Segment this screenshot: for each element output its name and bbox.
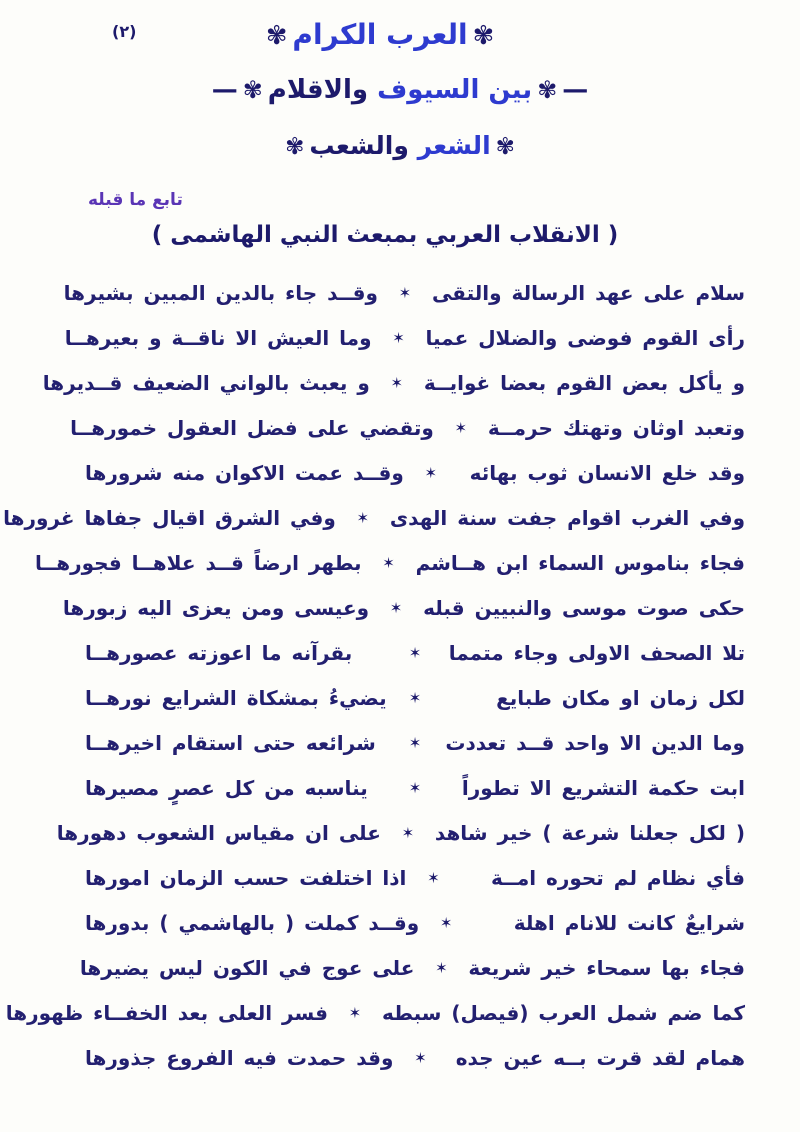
verse-left-hemistich: على عوج في الكون ليس يضيرها [79, 955, 415, 980]
verse-row [64, 315, 745, 360]
section-title-line [0, 75, 800, 105]
continuation-note-row [0, 190, 800, 210]
florette-icon: ✾ [242, 76, 263, 104]
section-title-part1: بين السيوف [377, 75, 533, 105]
verse-row [85, 765, 745, 810]
verse-separator-star-icon: ✶ [382, 553, 395, 572]
verse-left-hemistich: يناسبه من كل عصرٍ مصيرها [85, 775, 368, 800]
verse-row [35, 540, 745, 585]
verse-left-hemistich: شرائعه حتى استقام اخيرهــا [85, 730, 376, 755]
florette-icon: ✾ [537, 76, 558, 104]
verse-separator-star-icon: ✶ [392, 328, 405, 347]
verse-left-hemistich: وما العيش الا ناقــة و بعيرهــا [64, 325, 372, 350]
verse-right-hemistich: سلام على عهد الرسالة والتقى [431, 280, 745, 305]
verse-right-hemistich: شرايعٌ كانت للانام اهلة [513, 910, 745, 935]
verse-left-hemistich: فسر العلى بعد الخفــاء ظهورها [5, 1000, 328, 1025]
verse-row [85, 900, 745, 945]
page-number: (٢) [112, 22, 137, 41]
verse-separator-star-icon: ✶ [424, 463, 438, 482]
verse-row [70, 405, 745, 450]
dash-ornament: — [211, 75, 238, 105]
verse-row [5, 990, 745, 1035]
verse-right-hemistich: وفي الغرب اقوام جفت سنة الهدى [389, 505, 745, 530]
verse-left-hemistich: بقرآنه ما اعوزته عصورهــا [85, 640, 353, 665]
verse-right-hemistich: رأى القوم فوضى والضلال عميا [425, 325, 745, 350]
verse-right-hemistich: همام لقد قرت بــه عين جده [455, 1045, 745, 1070]
verse-right-hemistich: تلا الصحف الاولى وجاء متمما [448, 640, 745, 665]
verse-left-hemistich: وقــد عمت الاكوان منه شرورها [85, 460, 404, 485]
verse-separator-star-icon: ✶ [390, 373, 404, 392]
poem-body [0, 248, 800, 1080]
verse-separator-star-icon: ✶ [408, 688, 422, 707]
theme-title-part1: الشعر [417, 131, 491, 160]
verse-row [85, 855, 745, 900]
verse-row [85, 630, 745, 675]
verse-right-hemistich: ابت حكمة التشريع الا تطوراً [461, 775, 745, 800]
verse-left-hemistich: على ان مقياس الشعوب دهورها [56, 820, 381, 845]
verse-row [56, 810, 745, 855]
theme-title-part2: والشعب [309, 131, 418, 160]
continuation-note: تابع ما قبله [88, 190, 183, 210]
verse-row [42, 360, 745, 405]
verse-separator-star-icon: ✶ [435, 958, 448, 977]
verse-right-hemistich: ( لكل جعلنا شرعة ) خير شاهد [434, 820, 745, 845]
verse-row [3, 495, 745, 540]
verse-separator-star-icon: ✶ [439, 913, 453, 932]
verse-right-hemistich: وقد خلع الانسان ثوب بهائه [469, 460, 745, 485]
verse-separator-star-icon: ✶ [348, 1003, 362, 1022]
verse-left-hemistich: اذا اختلفت حسب الزمان امورها [85, 865, 407, 890]
verse-separator-star-icon: ✶ [401, 823, 415, 842]
verse-separator-star-icon: ✶ [414, 1048, 427, 1067]
verse-row [62, 585, 745, 630]
florette-icon: ✾ [265, 21, 288, 51]
section-title-part2: والاقلام [267, 75, 378, 105]
verse-separator-star-icon: ✶ [427, 868, 440, 887]
dash-ornament: — [562, 75, 589, 105]
verse-left-hemistich: وقــد جاء بالدين المبين بشيرها [63, 280, 378, 305]
verse-left-hemistich: و يعبث بالواني الضعيف قــديرها [42, 370, 370, 395]
verse-right-hemistich: وما الدين الا واحد قــد تعددت [445, 730, 745, 755]
verse-separator-star-icon: ✶ [408, 733, 422, 752]
verse-row [85, 720, 745, 765]
verse-left-hemistich: وفي الشرق اقيال جفاها غرورها [3, 505, 336, 530]
verse-row [85, 450, 745, 495]
florette-icon: ✾ [285, 134, 305, 160]
verse-row [85, 1035, 745, 1080]
verse-right-hemistich: و يأكل بعض القوم بعضا غوايــة [423, 370, 745, 395]
verse-separator-star-icon: ✶ [398, 283, 412, 302]
poem-title: ( الانقلاب العربي بمبعث النبي الهاشمى ) [151, 222, 619, 248]
theme-title-line [0, 131, 800, 160]
verse-row [63, 270, 745, 315]
florette-icon: ✾ [495, 134, 515, 160]
verse-left-hemistich: بطهر ارضاً قــد علاهــا فجورهــا [35, 550, 362, 575]
verse-right-hemistich: وتعبد اوثان وتهتك حرمــة [487, 415, 745, 440]
verse-left-hemistich: وعيسى ومن يعزى اليه زبورها [62, 595, 370, 620]
verse-left-hemistich: وتقضي على فضل العقول خمورهــا [70, 415, 434, 440]
verse-right-hemistich: فجاء بها سمحاء خير شريعة [468, 955, 745, 980]
verse-right-hemistich: حكى صوت موسى والنبيين قبله [423, 595, 745, 620]
verse-separator-star-icon: ✶ [389, 598, 403, 617]
florette-icon: ✾ [472, 21, 495, 51]
verse-separator-star-icon: ✶ [408, 778, 422, 797]
verse-right-hemistich: فأي نظام لم تحوره امــة [491, 865, 745, 890]
verse-left-hemistich: وقد حمدت فيه الفروع جذورها [85, 1045, 394, 1070]
verse-separator-star-icon: ✶ [408, 643, 422, 662]
verse-row [79, 945, 745, 990]
verse-separator-star-icon: ✶ [356, 508, 370, 527]
book-title-text: العرب الكرام [292, 18, 468, 51]
verse-separator-star-icon: ✶ [454, 418, 468, 437]
verse-right-hemistich: فجاء بناموس السماء ابن هــاشم [415, 550, 745, 575]
verse-row [85, 675, 745, 720]
verse-left-hemistich: يضيءُ بمشكاة الشرايع نورهــا [85, 685, 387, 710]
verse-right-hemistich: لكل زمان او مكان طبايع [496, 685, 745, 710]
verse-left-hemistich: وقــد كملت ( بالهاشمي ) بدورها [85, 910, 420, 935]
verse-right-hemistich: كما ضم شمل العرب (فيصل) سبطه [381, 1000, 745, 1025]
